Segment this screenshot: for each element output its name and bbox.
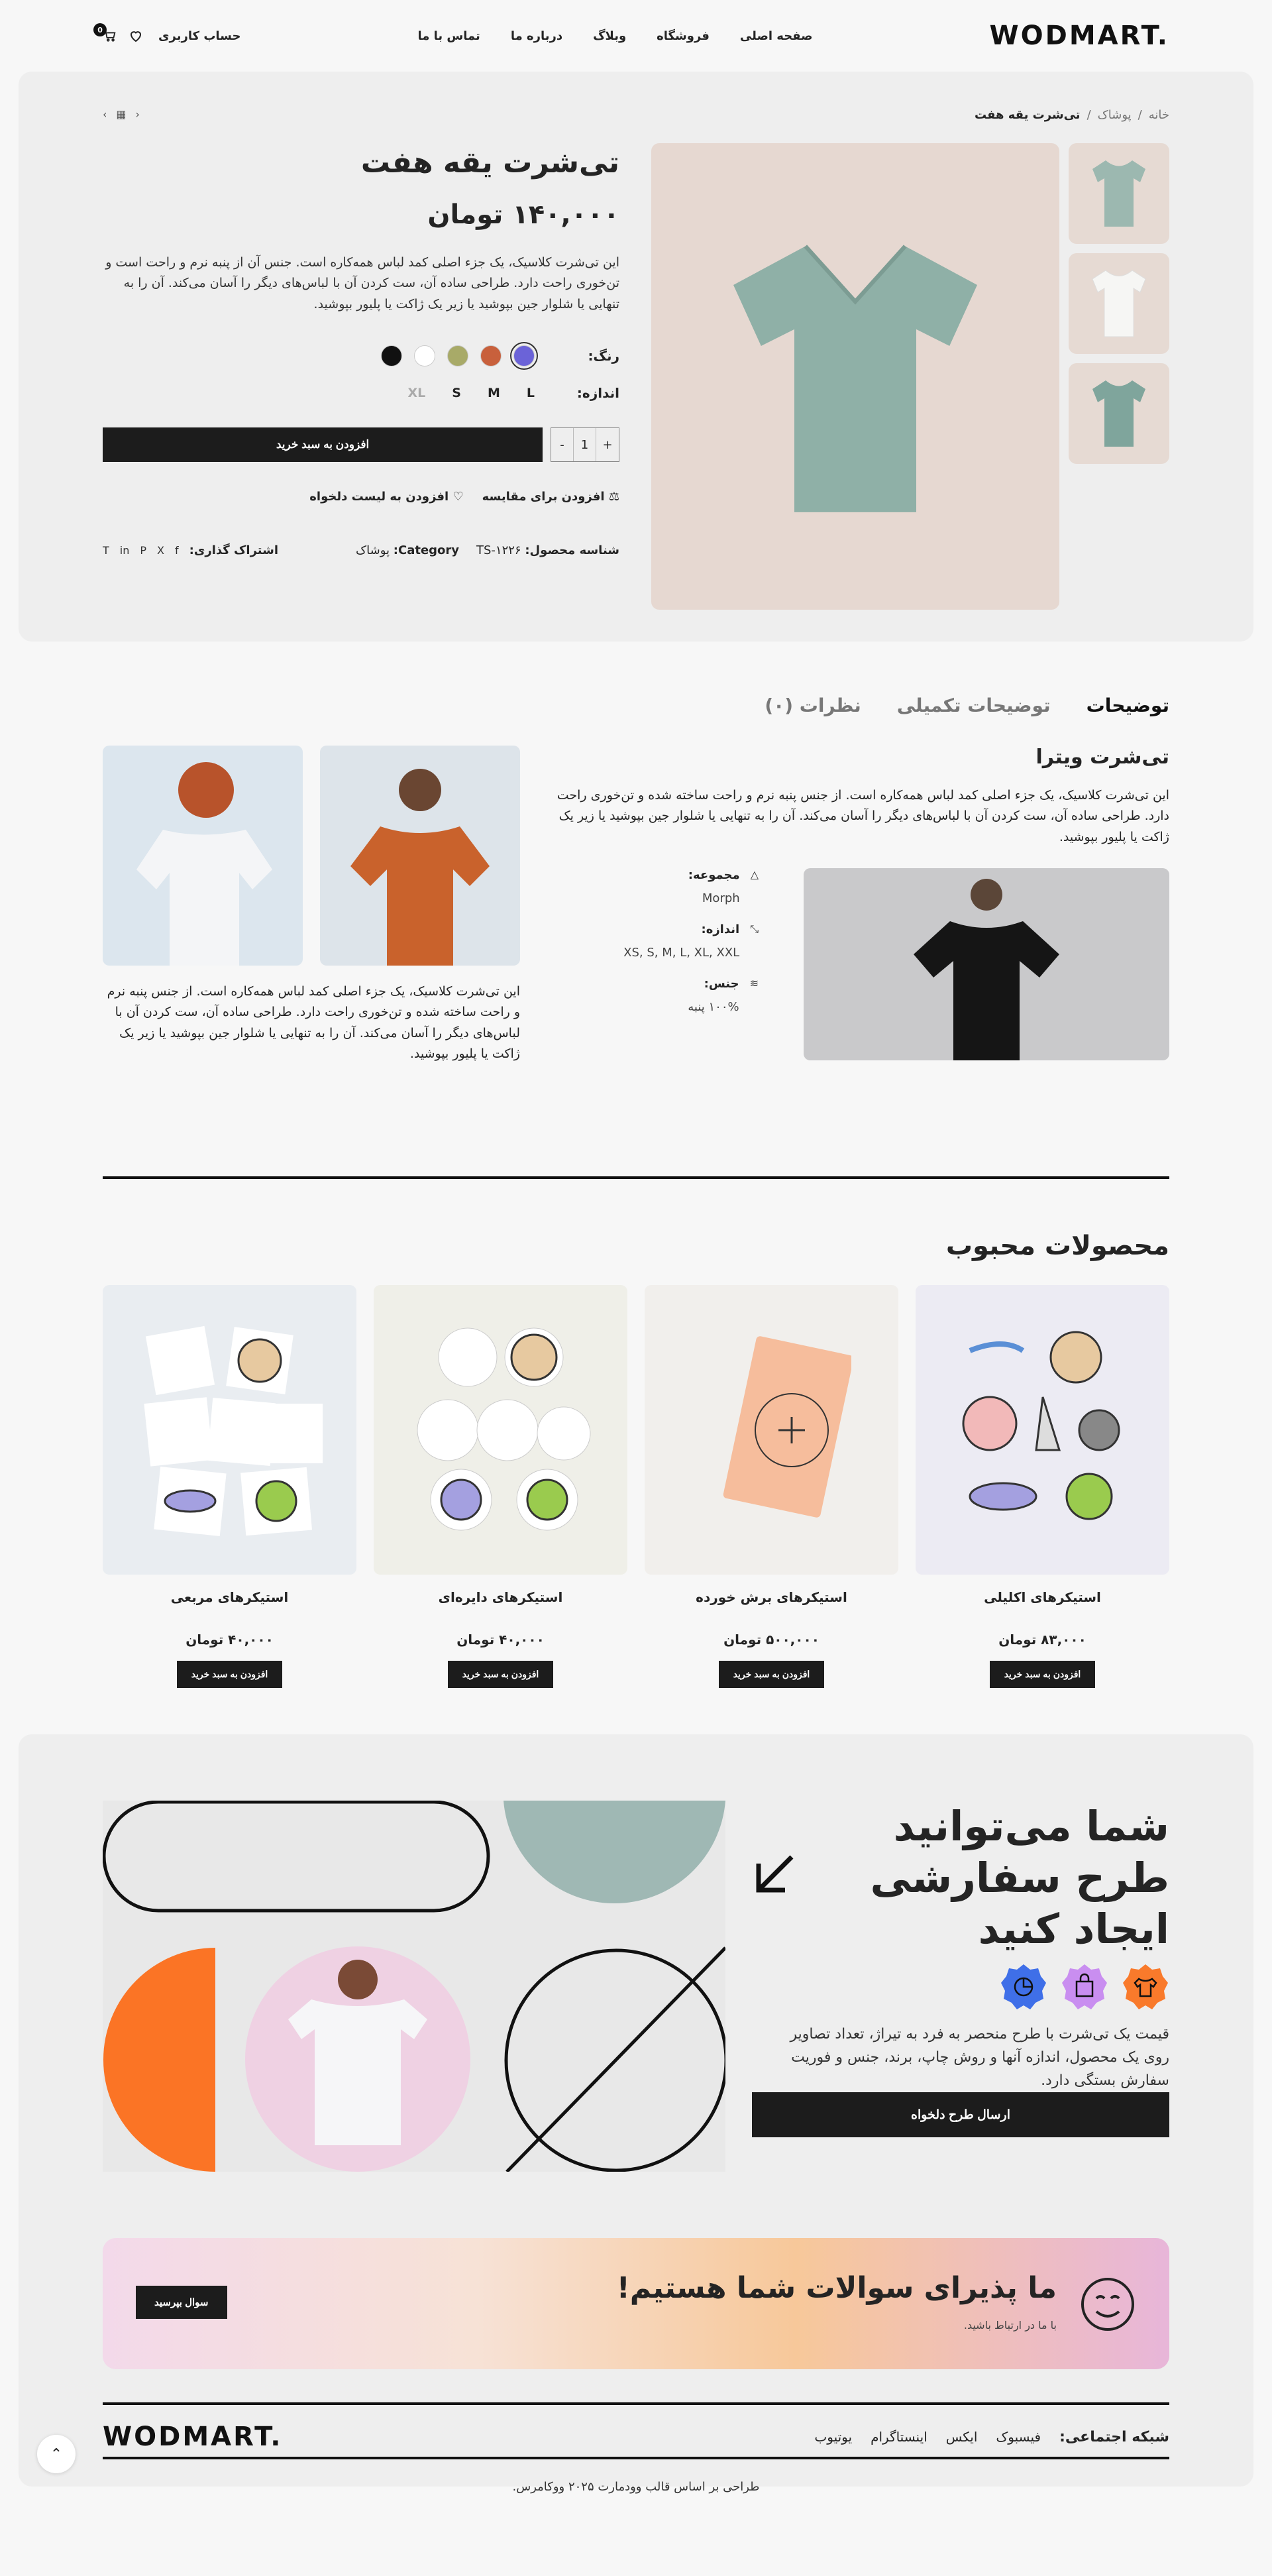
header-actions — [97, 25, 241, 44]
square-space-stickers-icon — [131, 1317, 329, 1543]
heart-icon: ♡ — [449, 490, 464, 504]
tshirt-icon — [1086, 377, 1152, 450]
product-card-name[interactable]: استیکرهای اکلیلی — [984, 1589, 1101, 1605]
model-white-tshirt-icon — [117, 754, 289, 966]
side-gallery — [103, 746, 520, 1064]
social-instagram-link[interactable]: اینستاگرام — [871, 2429, 928, 2445]
product-main-image[interactable] — [651, 143, 1059, 610]
size-s[interactable]: S — [452, 386, 461, 401]
add-to-cart-button[interactable]: افزودن به سبد خرید — [103, 427, 543, 462]
product-info — [103, 143, 619, 557]
custom-design-section — [19, 1734, 1253, 2494]
prev-product-chevron-icon[interactable]: ‹ — [103, 108, 107, 121]
account-link[interactable]: حساب کاربری — [158, 28, 241, 43]
footer-bottom-divider — [103, 2457, 1169, 2459]
layers-icon: ≋ — [749, 977, 759, 989]
breadcrumb-current: تی‌شرت یقه هفت — [974, 108, 1081, 122]
size-m[interactable]: M — [487, 386, 500, 401]
send-design-button[interactable]: ارسال طرح دلخواه — [752, 2092, 1169, 2137]
white-tshirt-back-image — [103, 746, 303, 966]
product-card-name[interactable]: استیکرهای برش خورده — [696, 1589, 847, 1605]
product-card-price: ۵۰۰,۰۰۰ تومان — [723, 1632, 820, 1648]
faq-title: ما پذیرای سوالات شما هستیم! — [616, 2271, 1057, 2305]
faq-banner — [103, 2238, 1169, 2369]
sku-value: TS-۱۲۲۶ — [476, 543, 521, 558]
arrow-down-left-icon — [752, 1850, 798, 1897]
model-orange-tshirt-icon — [334, 754, 506, 966]
spec-size: ⤡ اندازه: XS, S, M, L, XL, XXL — [623, 923, 759, 960]
product-card-name[interactable]: استیکرهای دایره‌ای — [438, 1589, 563, 1605]
custom-design-title: شما می‌توانید طرح سفارشی ایجاد کنید — [870, 1802, 1169, 1953]
social-youtube-link[interactable]: یوتیوب — [814, 2429, 853, 2445]
product-card-price: ۸۳,۰۰۰ تومان — [998, 1632, 1086, 1648]
color-picker-badge-icon — [1000, 1963, 1047, 2011]
black-tshirt-image — [804, 868, 1169, 1060]
compare-scale-icon: ⚖ — [604, 490, 619, 504]
color-swatch[interactable] — [513, 345, 535, 366]
product-price: ۱۴۰,۰۰۰ تومان — [427, 199, 619, 230]
site-header — [97, 0, 1169, 72]
nav-about[interactable]: درباره ما — [510, 28, 563, 43]
footer-main — [103, 2422, 1169, 2452]
main-nav — [417, 29, 812, 43]
facebook-icon[interactable]: f — [175, 544, 179, 557]
side-description: این تی‌شرت کلاسیک، یک جزء اصلی کمد لباس همه‌کاره است. از جنس پنبه نرم و راحت ساخته شده و تن‌خوری راحت دارد. طراحی ساده آن، ست کردن آن با لباس‌های دیگر را آسان می‌کند. آن را به تنهایی یا شلوار جین بپوشید یا زیر یک ژاکت یا پلیور بپوشید. — [107, 984, 520, 1062]
ask-question-button[interactable]: سوال بپرسید — [136, 2286, 227, 2319]
product-card[interactable] — [645, 1285, 898, 1688]
product-thumbnails — [1069, 143, 1169, 464]
description-panel — [103, 746, 1169, 1130]
footer-logo[interactable]: WODMART. — [103, 2422, 283, 2452]
nav-contact[interactable]: تماس با ما — [417, 28, 480, 43]
qty-value-input[interactable]: 1 — [574, 428, 596, 461]
section-divider — [103, 1176, 1169, 1179]
product-tabs — [103, 695, 1169, 716]
size-xl[interactable]: XL — [407, 386, 426, 401]
description-text: این تی‌شرت کلاسیک، یک جزء اصلی کمد لباس همه‌کاره است. از جنس پنبه نرم و راحت ساخته شده و تن‌خوری راحت دارد. طراحی ساده آن، ست کردن آن با لباس‌های دیگر را آسان می‌کند. آن را به تنهایی یا شلوار جین بپوشید یا زیر یک ژاکت یا پلیور بپوشید. — [556, 788, 1169, 844]
custom-design-text: قیمت یک تی‌شرت با طرح منحصر به فرد به تیراژ، تعداد تصاویر روی یک محصول، اندازه آنها و روش چاپ، برند، جنس و فوریت سفارش بستگی دارد. — [790, 2026, 1169, 2090]
scroll-to-top-button[interactable] — [37, 2435, 76, 2473]
social-links — [814, 2429, 1169, 2445]
card-add-to-cart-button[interactable]: افزودن به سبد خرید — [719, 1661, 825, 1688]
copyright-text: طراحی بر اساس قالب وودمارت ۲۰۲۵ ووکامرس. — [512, 2480, 760, 2494]
resize-arrows-icon: ⤡ — [750, 923, 759, 935]
share-label: اشتراک گذاری: — [189, 543, 279, 558]
qty-plus-button[interactable]: + — [602, 437, 613, 452]
product-hero — [19, 72, 1253, 642]
breadcrumb: خانه / پوشاک / تی‌شرت یقه هفت — [974, 108, 1169, 122]
card-add-to-cart-button[interactable]: افزودن به سبد خرید — [990, 1661, 1096, 1688]
pinterest-icon[interactable]: P — [140, 544, 147, 557]
product-extras — [103, 490, 619, 504]
nav-shop[interactable]: فروشگاه — [657, 28, 710, 43]
x-icon[interactable]: X — [157, 544, 164, 557]
wishlist-link[interactable]: ♡ افزودن به لیست دلخواه — [309, 490, 464, 504]
nav-blog[interactable]: وبلاگ — [593, 28, 627, 43]
product-short-description: این تی‌شرت کلاسیک، یک جزء اصلی کمد لباس همه‌کاره است. جنس آن از پنبه نرم و راحت است و تن‌خوری راحت دارد. طراحی ساده آن، ست کردن آن با لباس‌های دیگر را آسان می‌کند. آن را به تنهایی یا شلوار جین بپوشید یا زیر یک ژاکت یا پلیور بپوشید. — [105, 255, 619, 311]
size-label: اندازه: — [576, 385, 619, 402]
sku-label: شناسه محصول: — [525, 543, 619, 558]
color-swatch[interactable] — [480, 345, 502, 366]
spec-collection: △ مجموعه: Morph — [688, 868, 759, 905]
social-x-link[interactable]: ایکس — [945, 2429, 978, 2445]
site-logo[interactable]: WODMART. — [989, 21, 1169, 51]
footer-top-divider — [103, 2402, 1169, 2405]
tab-description[interactable]: توضیحات — [1086, 695, 1169, 716]
round-space-stickers-icon — [401, 1317, 600, 1543]
breadcrumb-category[interactable]: پوشاک — [1097, 108, 1132, 122]
tshirt-icon — [1086, 267, 1152, 340]
size-options — [103, 385, 619, 401]
thumbnail-3[interactable] — [1069, 363, 1169, 464]
social-facebook-link[interactable]: فیسبوک — [996, 2429, 1041, 2445]
product-card-price: ۴۰,۰۰۰ تومان — [456, 1632, 545, 1648]
shopping-bag-badge-icon — [1061, 1963, 1108, 2011]
category-link[interactable]: پوشاک — [356, 543, 390, 558]
nav-home[interactable]: صفحه اصلی — [739, 28, 813, 43]
spec-material: ≋ جنس: ۱۰۰% پنبه — [688, 977, 759, 1014]
product-card[interactable] — [103, 1285, 356, 1688]
size-l[interactable]: L — [526, 386, 535, 401]
product-card-image[interactable] — [916, 1285, 1169, 1575]
space-stickers-icon — [943, 1317, 1142, 1543]
color-swatch[interactable] — [414, 345, 435, 366]
category-label: Category: — [393, 543, 460, 558]
smile-face-icon — [1078, 2274, 1138, 2334]
qty-minus-button[interactable]: - — [551, 428, 574, 461]
product-card-image[interactable] — [103, 1285, 356, 1575]
product-card-image[interactable] — [645, 1285, 898, 1575]
triangle-icon: △ — [750, 868, 759, 881]
orange-tshirt-image — [320, 746, 520, 966]
thumbnail-1[interactable] — [1069, 143, 1169, 244]
linkedin-icon[interactable]: in — [119, 544, 130, 557]
product-card-name[interactable]: استیکرهای مربعی — [170, 1589, 289, 1605]
cart-button[interactable] — [97, 25, 117, 43]
popular-products — [103, 1285, 1169, 1688]
product-meta — [103, 543, 619, 557]
tab-additional-info[interactable]: توضیحات تکمیلی — [896, 695, 1051, 716]
product-title: تی‌شرت یقه هفت — [360, 146, 619, 180]
description-title: تی‌شرت ویترا — [1035, 746, 1169, 769]
product-card[interactable] — [374, 1285, 627, 1688]
next-product-chevron-icon[interactable]: › — [135, 108, 140, 121]
thumbnail-2[interactable] — [1069, 253, 1169, 354]
share-links — [103, 543, 278, 557]
compare-link[interactable]: ⚖ افزودن برای مقایسه — [482, 490, 619, 504]
color-swatch[interactable] — [381, 345, 402, 366]
color-options — [103, 345, 619, 366]
buy-row — [103, 427, 619, 462]
chevron-up-icon: ⌃ — [50, 2445, 63, 2463]
color-label: رنگ: — [588, 348, 619, 364]
tab-reviews[interactable]: نظرات (۰) — [765, 695, 861, 716]
spec-list — [586, 868, 759, 1031]
product-card[interactable] — [916, 1285, 1169, 1688]
card-add-to-cart-button[interactable]: افزودن به سبد خرید — [177, 1661, 283, 1688]
cart-count-badge: 0 — [93, 23, 107, 36]
color-swatch[interactable] — [447, 345, 468, 366]
tshirt-badge-icon — [1122, 1963, 1169, 2011]
breadcrumb-home[interactable]: خانه — [1148, 108, 1169, 122]
grid-view-icon[interactable]: ▦ — [116, 108, 127, 121]
product-nav — [103, 108, 140, 121]
wishlist-heart-icon[interactable] — [128, 28, 144, 44]
tshirt-icon — [1086, 157, 1152, 230]
quantity-stepper — [551, 427, 619, 462]
custom-design-artwork — [103, 1801, 725, 2172]
product-card-image[interactable] — [374, 1285, 627, 1575]
social-label: شبکه اجتماعی: — [1059, 2428, 1169, 2445]
telegram-icon[interactable]: T — [103, 544, 109, 557]
sticker-pack-box-icon — [692, 1317, 851, 1543]
custom-icons — [1000, 1963, 1169, 2011]
faq-subtitle: با ما در ارتباط باشید. — [963, 2319, 1057, 2331]
product-card-price: ۴۰,۰۰۰ تومان — [186, 1632, 274, 1648]
popular-title: محصولات محبوب — [945, 1231, 1169, 1261]
model-black-tshirt-icon — [887, 868, 1086, 1060]
color-swatches — [381, 345, 535, 366]
card-add-to-cart-button[interactable]: افزودن به سبد خرید — [448, 1661, 554, 1688]
tshirt-icon — [716, 224, 994, 529]
